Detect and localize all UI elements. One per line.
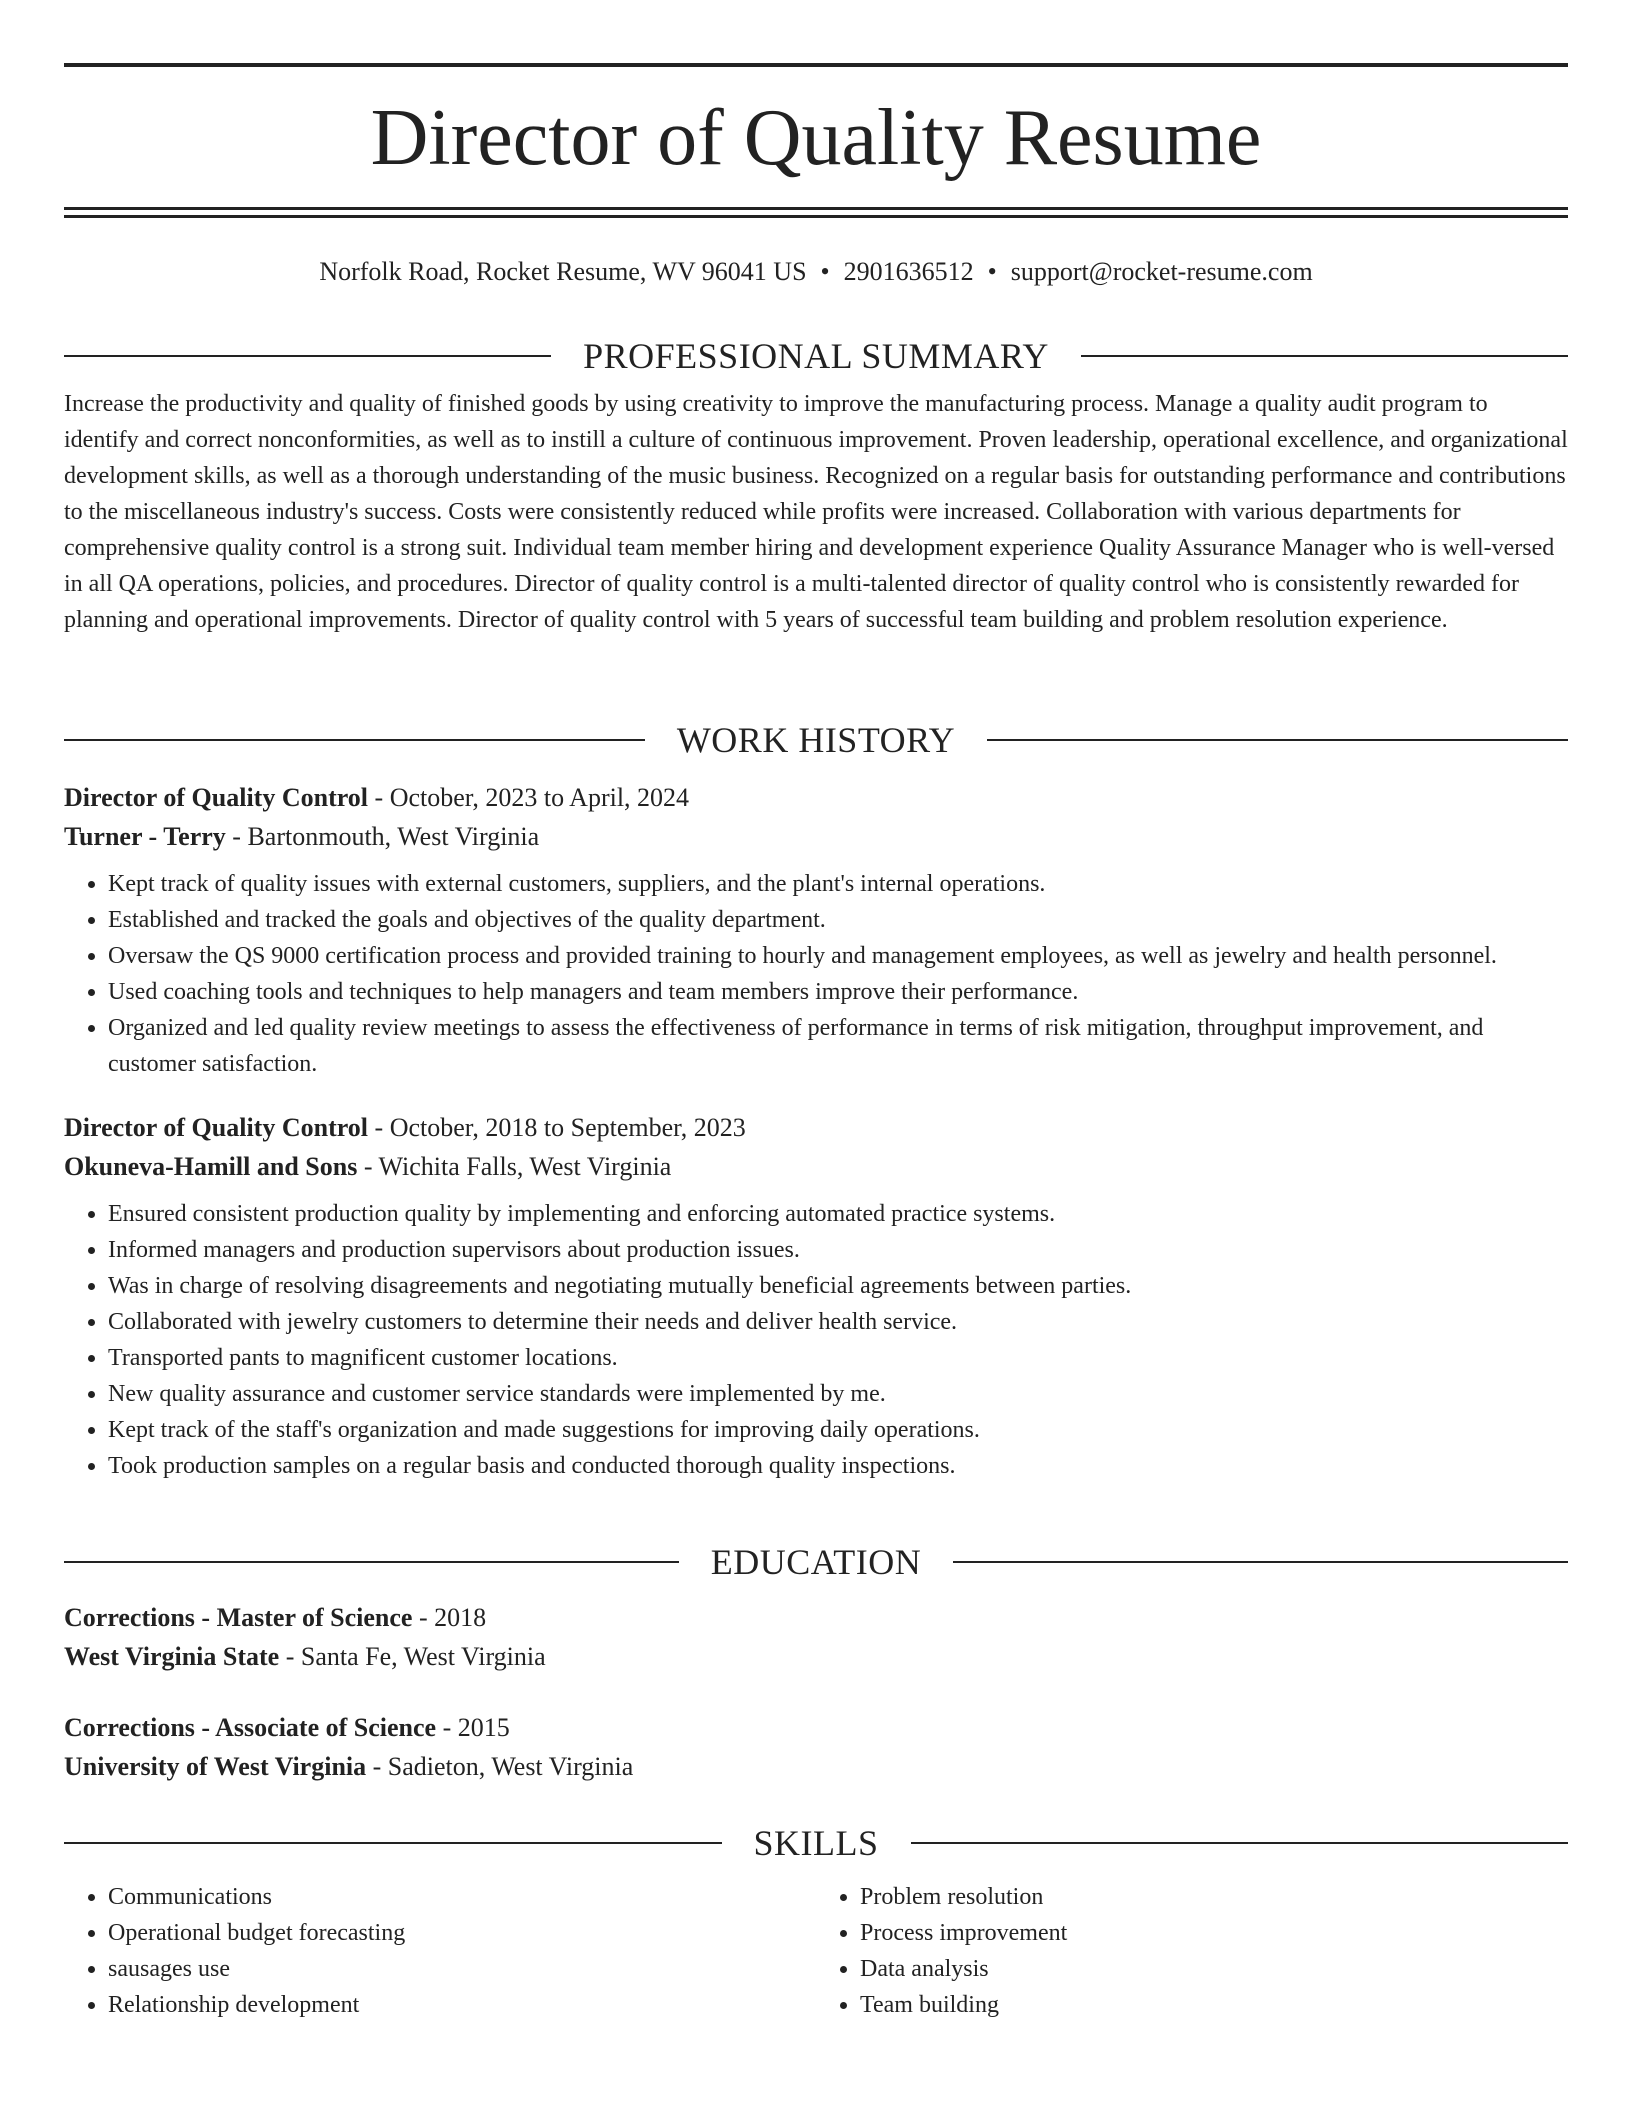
school-location: Santa Fe, West Virginia <box>300 1642 546 1671</box>
contact-separator: • <box>820 257 830 286</box>
job-bullet: • Used coaching tools and techniques to help managers and team members improve their performance. <box>108 974 1568 1010</box>
education-section <box>64 1540 1568 1786</box>
summary-text: Increase the productivity and quality of finished goods by using creativity to improve the manufacturing process. Manage a quality audit program to identify and correct nonconformities, as well as to instill a culture of continuous improvement. Proven leadership, operational excellence, and organizational development skills, as well as a thorough understanding of the music business. Recognized on a regular basis for outstanding performance and contributions to the miscellaneous industry's success. Costs were consistently reduced while profits were increased. Collaboration with various departments for comprehensive quality control is a strong suit. Individual team member hiring and development experience Quality Assurance Manager who is well-versed in all QA operations, policies, and procedures. Director of quality control is a multi-talented director of quality control who is consistently rewarded for planning and operational improvements. Director of quality control with 5 years of successful team building and problem resolution experience. <box>64 391 1568 633</box>
heading-rule-right <box>1081 355 1568 357</box>
job-entry <box>64 778 1568 1082</box>
contact-address: Norfolk Road, Rocket Resume, WV 96041 US <box>319 257 807 286</box>
section-heading <box>64 334 1568 378</box>
skill-item: • Operational budget forecasting <box>108 1915 816 1951</box>
contact-separator: • <box>987 257 997 286</box>
job-bullet: • Took production samples on a regular basis and conducted thorough quality inspections. <box>108 1448 1568 1484</box>
heading-rule-right <box>987 739 1568 741</box>
heading-rule-left <box>64 1561 679 1563</box>
title-rule-upper <box>64 207 1568 210</box>
skill-item: • Communications <box>108 1879 816 1915</box>
education-heading: EDUCATION <box>710 1542 922 1582</box>
skill-item: • Problem resolution <box>860 1879 1568 1915</box>
skill-item: • Data analysis <box>860 1951 1568 1987</box>
job-bullet: • Oversaw the QS 9000 certification process and provided training to hourly and management employees, as well as jewelry and health personnel. <box>108 938 1568 974</box>
job-bullet: • Transported pants to magnificent customer locations. <box>108 1340 1568 1376</box>
education-entry <box>64 1598 1568 1676</box>
job-bullet: • Ensured consistent production quality by implementing and enforcing automated practice systems. <box>108 1196 1568 1232</box>
title-rule-lower <box>64 215 1568 218</box>
heading-rule-left <box>64 1842 722 1844</box>
job-bullet: • Kept track of the staff's organization and made suggestions for improving daily operations. <box>108 1412 1568 1448</box>
job-title-line: Director of Quality Control - October, 2018 to September, 2023 <box>64 1113 746 1142</box>
job-company-line: Turner - Terry - Bartonmouth, West Virginia <box>64 822 540 851</box>
job-bullet: • New quality assurance and customer service standards were implemented by me. <box>108 1376 1568 1412</box>
top-rule <box>64 63 1568 67</box>
job-bullets <box>64 866 1568 1082</box>
section-heading <box>64 1821 1568 1865</box>
section-heading <box>64 718 1568 762</box>
job-bullet: • Organized and led quality review meetings to assess the effectiveness of performance in terms of risk mitigation, throughput improvement, and customer satisfaction. <box>108 1010 1568 1082</box>
education-entry <box>64 1708 1568 1786</box>
work-heading: WORK HISTORY <box>676 720 956 760</box>
job-location: Wichita Falls, West Virginia <box>378 1152 672 1181</box>
skills-section <box>64 1821 1568 2023</box>
job-title: Director of Quality Control <box>64 1113 369 1142</box>
summary-heading: PROFESSIONAL SUMMARY <box>583 336 1049 376</box>
job-company-line: Okuneva-Hamill and Sons - Wichita Falls, West Virginia <box>64 1152 672 1181</box>
job-bullets <box>64 1196 1568 1484</box>
contact-email: support@rocket-resume.com <box>1010 257 1313 286</box>
degree-line: Corrections - Associate of Science - 2015 <box>64 1713 510 1742</box>
job-bullet: • Informed managers and production supervisors about production issues. <box>108 1232 1568 1268</box>
school-line: West Virginia State - Santa Fe, West Virginia <box>64 1642 546 1671</box>
job-title: Director of Quality Control <box>64 783 369 812</box>
section-heading <box>64 1540 1568 1584</box>
job-bullet: • Collaborated with jewelry customers to determine their needs and deliver health service. <box>108 1304 1568 1340</box>
skill-item: • Team building <box>860 1987 1568 2023</box>
job-bullet: • Was in charge of resolving disagreements and negotiating mutually beneficial agreements between parties. <box>108 1268 1568 1304</box>
skill-item: • Process improvement <box>860 1915 1568 1951</box>
heading-rule-right <box>953 1561 1568 1563</box>
skill-item: • Relationship development <box>108 1987 816 2023</box>
skills-list-left <box>64 1879 816 2023</box>
skill-item: • sausages use <box>108 1951 816 1987</box>
contact-phone: 2901636512 <box>843 257 974 286</box>
degree: Corrections - Master of Science <box>64 1603 413 1632</box>
contact-line <box>64 254 1568 290</box>
job-bullet: • Kept track of quality issues with external customers, suppliers, and the plant's internal operations. <box>108 866 1568 902</box>
summary-section <box>64 334 1568 638</box>
school-location: Sadieton, West Virginia <box>387 1752 634 1781</box>
school: University of West Virginia <box>64 1752 367 1781</box>
heading-rule-left <box>64 355 551 357</box>
degree: Corrections - Associate of Science <box>64 1713 437 1742</box>
school: West Virginia State <box>64 1642 280 1671</box>
school-line: University of West Virginia - Sadieton, West Virginia <box>64 1752 634 1781</box>
skills-list-right <box>816 1879 1568 2023</box>
job-dates: October, 2023 to April, 2024 <box>389 783 690 812</box>
job-bullet: • Established and tracked the goals and objectives of the quality department. <box>108 902 1568 938</box>
heading-rule-left <box>64 739 645 741</box>
job-location: Bartonmouth, West Virginia <box>247 822 540 851</box>
skills-heading: SKILLS <box>753 1823 879 1863</box>
job-dates: October, 2018 to September, 2023 <box>389 1113 746 1142</box>
work-section <box>64 718 1568 1484</box>
job-entry <box>64 1108 1568 1484</box>
degree-year: 2018 <box>434 1603 487 1632</box>
skills-columns <box>64 1879 1568 2023</box>
heading-rule-right <box>911 1842 1569 1844</box>
resume-title: Director of Quality Resume <box>370 94 1262 182</box>
degree-year: 2015 <box>457 1713 510 1742</box>
job-company: Turner - Terry <box>64 822 226 851</box>
job-title-line: Director of Quality Control - October, 2023 to April, 2024 <box>64 783 690 812</box>
job-company: Okuneva-Hamill and Sons <box>64 1152 358 1181</box>
degree-line: Corrections - Master of Science - 2018 <box>64 1603 487 1632</box>
